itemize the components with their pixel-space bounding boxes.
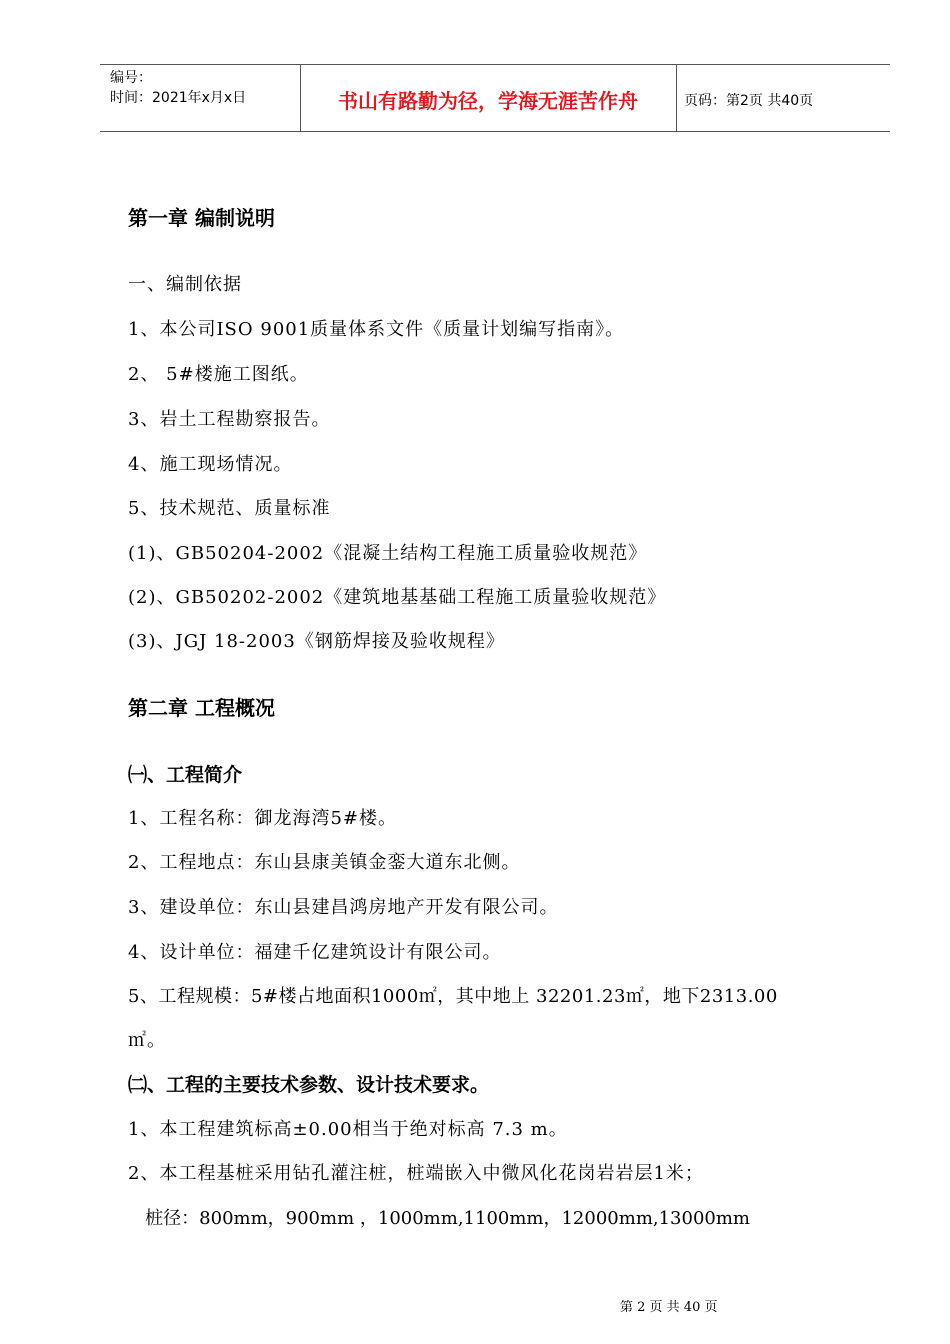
header-motto: 书山有路勤为径，学海无涯苦作舟	[338, 89, 638, 113]
page-header	[100, 64, 890, 132]
section-heading: ㈡、工程的主要技术参数、设计技术要求。	[128, 1074, 490, 1096]
list-item: 1、工程名称：御龙海湾5#楼。	[128, 808, 397, 829]
list-item: 3、建设单位：东山县建昌鸿房地产开发有限公司。	[128, 897, 559, 918]
list-item: (2)、GB50202-2002《建筑地基基础工程施工质量验收规范》	[128, 587, 667, 608]
header-divider	[676, 65, 677, 131]
list-item: 2、工程地点：东山县康美镇金銮大道东北侧。	[128, 852, 521, 873]
list-item: (3)、JGJ 18-2003《钢筋焊接及验收规程》	[128, 631, 505, 652]
list-item: 4、施工现场情况。	[128, 454, 293, 475]
list-item: ㎡。	[128, 1030, 166, 1051]
list-item: 5、工程规模：5#楼占地面积1000㎡，其中地上 32201.23㎡，地下2313.00	[128, 986, 778, 1007]
list-item: 1、本工程建筑标高±0.00相当于绝对标高 7.3 m。	[128, 1119, 568, 1140]
list-item: 4、设计单位：福建千亿建筑设计有限公司。	[128, 942, 502, 963]
page-info: 页码：第2页 共40页	[684, 93, 814, 109]
section-heading: 一、编制依据	[128, 274, 242, 295]
list-item: 3、岩土工程勘察报告。	[128, 409, 331, 430]
chapter-2-title: 第二章 工程概况	[128, 696, 275, 720]
serial-label: 编号：	[110, 70, 152, 86]
list-item: 1、本公司ISO 9001质量体系文件《质量计划编写指南》。	[128, 319, 625, 340]
list-item: 桩径：800mm，900mm ，1000mm,1100mm，12000mm,13000mm	[128, 1208, 751, 1229]
list-item: (1)、GB50204-2002《混凝土结构工程施工质量验收规范》	[128, 543, 648, 564]
list-item: 2、本工程基桩采用钻孔灌注桩，桩端嵌入中微风化花岗岩岩层1米；	[128, 1163, 704, 1184]
page-footer: 第 2 页 共 40 页	[620, 1300, 718, 1315]
chapter-1-title: 第一章 编制说明	[128, 206, 275, 230]
header-divider	[300, 65, 301, 131]
list-item: 5、技术规范、质量标准	[128, 498, 331, 519]
date-label: 时间：2021年x月x日	[110, 90, 247, 106]
section-heading: ㈠、工程简介	[128, 764, 243, 786]
list-item: 2、 5#楼施工图纸。	[128, 364, 309, 385]
